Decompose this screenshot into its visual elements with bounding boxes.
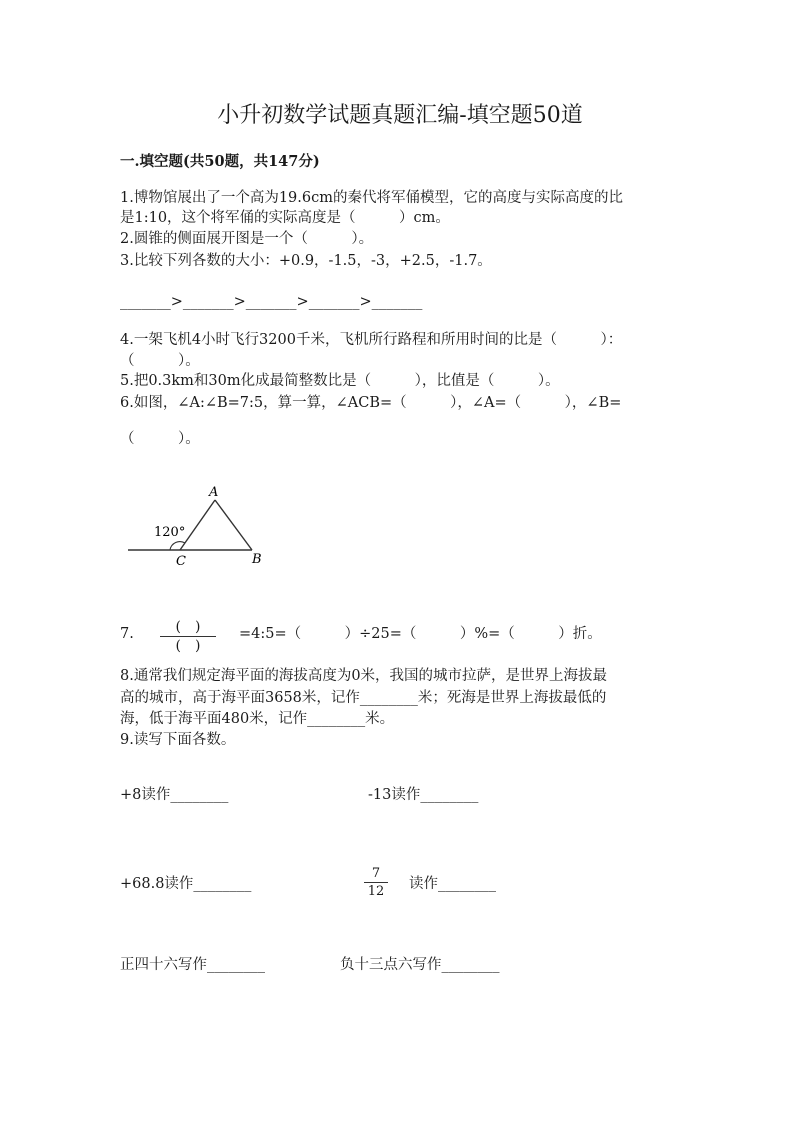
question-5: 5.把0.3km和30m化成最简整数比是（ ），比值是（ ）。 bbox=[120, 373, 560, 389]
q9-fraction bbox=[364, 866, 388, 899]
page-title: 小升初数学试题真题汇编-填空题50道 bbox=[217, 103, 583, 128]
triangle-figure bbox=[120, 482, 280, 572]
question-3: 3.比较下列各数的大小：+0.9，-1.5，-3，+2.5，-1.7。 bbox=[120, 253, 492, 269]
question-8-line-2: 高的城市，高于海平面3658米，记作________米；死海是世界上海拔最低的 bbox=[120, 690, 607, 706]
question-1-line-1: 1.博物馆展出了一个高为19.6cm的秦代将军俑模型，它的高度与实际高度的比 bbox=[120, 190, 623, 206]
fraction-numerator: ( ) bbox=[175, 619, 201, 635]
question-4-line-2: （ ）。 bbox=[120, 353, 200, 369]
question-9: 9.读写下面各数。 bbox=[120, 732, 236, 748]
angle-label: 120° bbox=[154, 525, 186, 540]
q9-item-minus-13: -13读作________ bbox=[368, 787, 479, 803]
question-7-fraction bbox=[160, 619, 216, 654]
fraction-denominator: ( ) bbox=[175, 638, 201, 654]
fraction-bar bbox=[160, 636, 216, 637]
q9-item-positive-46: 正四十六写作________ bbox=[120, 957, 265, 973]
q9-item-plus-8: +8读作________ bbox=[120, 787, 229, 803]
question-8-line-1: 8.通常我们规定海平面的海拔高度为0米，我国的城市拉萨，是世界上海拔最 bbox=[120, 668, 608, 684]
q9-fraction-numerator: 7 bbox=[371, 866, 381, 881]
q9-fraction-denominator: 12 bbox=[367, 884, 385, 899]
question-1-line-2: 是1:10，这个将军俑的实际高度是（ ）cm。 bbox=[120, 210, 450, 226]
side-ab bbox=[215, 500, 252, 550]
point-b-label: B bbox=[252, 552, 262, 567]
question-6-line-2: （ ）。 bbox=[120, 431, 200, 447]
question-3-blanks: _______>_______>_______>_______>_______ bbox=[120, 294, 423, 310]
question-2: 2.圆锥的侧面展开图是一个（ ）。 bbox=[120, 231, 374, 247]
q9-item-negative-13-6: 负十三点六写作________ bbox=[340, 957, 500, 973]
question-4-line-1: 4.一架飞机4小时飞行3200千米，飞机所行路程和所用时间的比是（ ）： bbox=[120, 332, 623, 348]
question-7-text: =4:5=（ ）÷25=（ ）%=（ ）折。 bbox=[239, 626, 602, 642]
q9-item-fraction-read: 读作________ bbox=[409, 876, 496, 892]
question-7-number: 7. bbox=[120, 626, 134, 642]
q9-item-plus-68-8: +68.8读作________ bbox=[120, 876, 252, 892]
section-heading: 一.填空题(共50题，共147分) bbox=[120, 153, 320, 170]
point-a-label: A bbox=[209, 485, 219, 500]
question-6-line-1: 6.如图，∠A:∠B=7:5，算一算，∠ACB=（ ），∠A=（ ），∠B= bbox=[120, 395, 622, 411]
point-c-label: C bbox=[176, 554, 186, 569]
q9-fraction-bar bbox=[364, 882, 388, 883]
question-8-line-3: 海，低于海平面480米，记作________米。 bbox=[120, 711, 395, 727]
